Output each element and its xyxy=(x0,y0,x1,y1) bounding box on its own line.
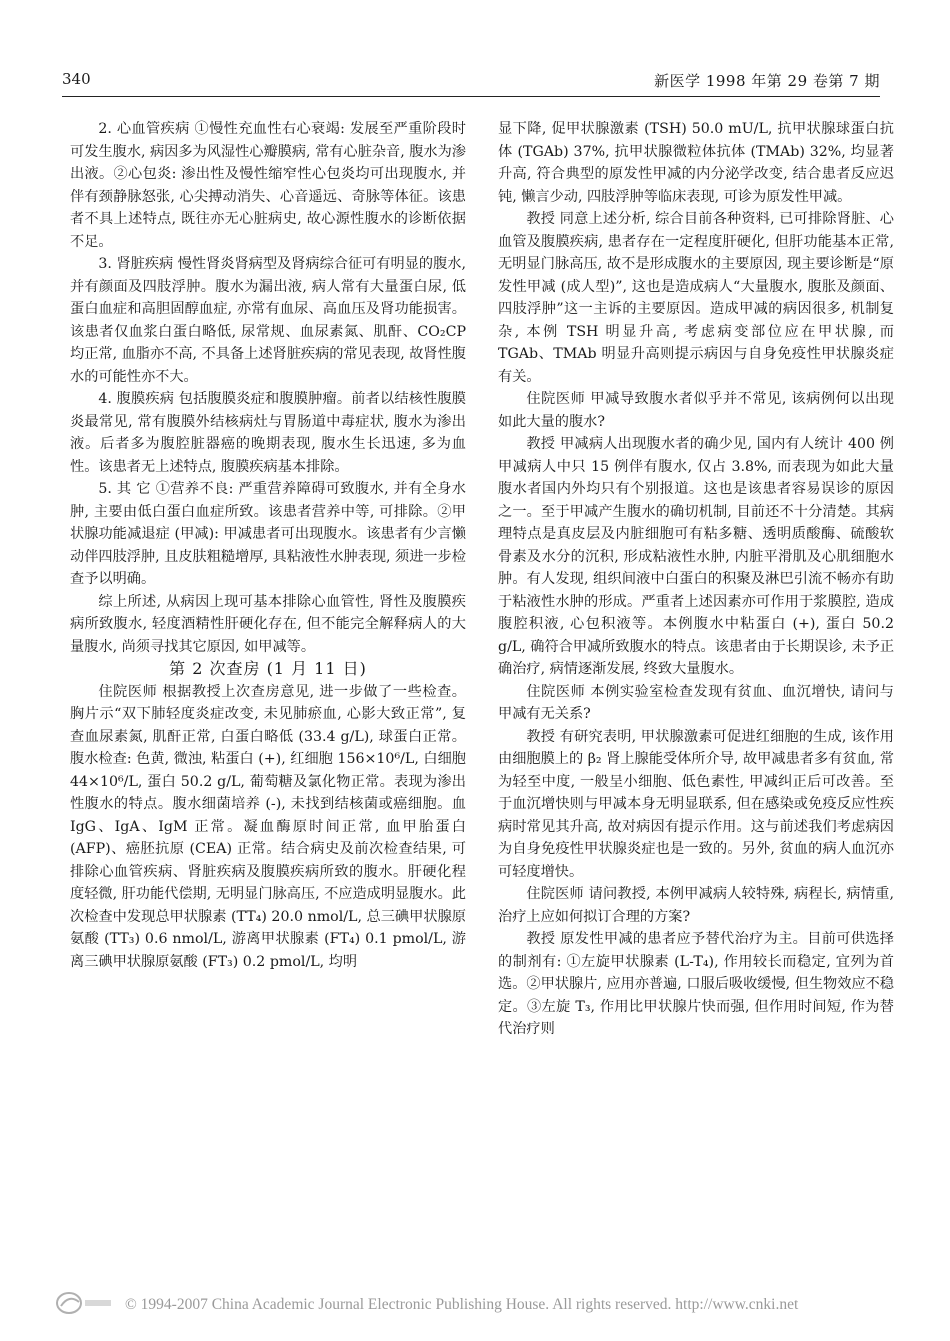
left-column xyxy=(70,118,466,973)
paragraph: 显下降, 促甲状腺激素 (TSH) 50.0 mU/L, 抗甲状腺球蛋白抗体 (TGAb) 37%, 抗甲状腺微粒体抗体 (TMAb) 32%, 均显著升高, 符合典型的原发性甲减的内分泌学改变, 结合患者反应迟钝, 懒言少动, 四肢浮肿等临床表现, 可诊为原发性甲减。 xyxy=(498,121,894,205)
section-title: 第 2 次查房 (1 月 11 日) xyxy=(169,659,367,678)
paragraph: 住院医师 本例实验室检查发现有贫血、血沉增快, 请问与甲减有无关系? xyxy=(498,683,894,722)
copyright-notice: © 1994-2007 China Academic Journal Electronic Publishing House. All rights reserved. http://www.cnki.net xyxy=(125,1296,799,1313)
paragraph: 住院医师 根据教授上次查房意见, 进一步做了一些检查。胸片示“双下肺轻度炎症改变, 未见肺瘀血, 心影大致正常”, 复查血尿素氮, 肌酐正常, 白蛋白略低 (33.4 g/L), 球蛋白正常。腹水检查: 色黄, 微浊, 粘蛋白 (+), 红细胞 156×10⁶/L, 白细胞 44×10⁶/L, 蛋白 50.2 g/L, 葡萄糖及氯化物正常。表现为渗出性腹水的特点。腹水细菌培养 (-), 未找到结核菌或癌细胞。血 IgG、IgA、IgM 正常。凝血酶原时间正常, 血甲胎蛋白 (AFP)、癌胚抗原 (CEA) 正常。结合病史及前次检查结果, 可排除心血管疾病、肾脏疾病及腹膜疾病所致的腹水。肝硬化程度轻微, 肝功能代偿期, 无明显门脉高压, 不应造成明显腹水。此次检查中发现总甲状腺素 (TT₄) 20.0 nmol/L, 总三碘甲状腺原氨酸 (TT₃) 0.6 nmol/L, 游离甲状腺素 (FT₄) 0.1 pmol/L, 游离三碘甲状腺原氨酸 (FT₃) 0.2 pmol/L, 均明 xyxy=(70,683,466,970)
paragraph: 5. 其 它 ①营养不良: 严重营养障碍可致腹水, 并有全身水肿, 主要由低白蛋白血症所致。该患者营养中等, 可排除。②甲状腺功能减退症 (甲减): 甲减患者可出现腹水。该患者有少言懒动伴四肢浮肿, 且皮肤粗糙增厚, 具粘液性水肿表现, 须进一步检查予以明确。 xyxy=(70,481,466,587)
paragraph: 教授 甲减病人出现腹水者的确少见, 国内有人统计 400 例甲减病人中只 15 例伴有腹水, 仅占 3.8%, 而表现为如此大量腹水者国内外均只有个别报道。这也是该患者容易误诊的原因之一。至于甲减产生腹水的确切机制, 目前还不十分清楚。其病理特点是真皮层及内脏细胞可有粘多糖、透明质酸酶、硫酸软骨素及水分的沉积, 形成粘液性水肿, 内脏平滑肌及心肌细胞水肿。有人发现, 组织间液中白蛋白的积聚及淋巴引流不畅亦有助于粘液性水肿的形成。严重者上述因素亦可作用于浆膜腔, 造成腹腔积液, 心包积液等。本例腹水中粘蛋白 (+), 蛋白 50.2 g/L, 确符合甲减所致腹水的特点。该患者由于长期误诊, 未予正确治疗, 病情逐渐发展, 终致大量腹水。 xyxy=(498,436,895,677)
paragraph: 4. 腹膜疾病 包括腹膜炎症和腹膜肿瘤。前者以结核性腹膜炎最常见, 常有腹膜外结核病灶与胃肠道中毒症状, 腹水为渗出液。后者多为腹腔脏器癌的晚期表现, 腹水生长迅速, 多为血性。该患者无上述特点, 腹膜疾病基本排除。 xyxy=(70,391,466,475)
page-footer xyxy=(55,1288,930,1328)
journal-citation: 新医学 1998 年第 29 卷第 7 期 xyxy=(654,72,880,90)
paragraph: 住院医师 甲减导致腹水者似乎并不常见, 该病例何以出现如此大量的腹水? xyxy=(498,391,894,430)
paragraph: 教授 原发性甲减的患者应予替代治疗为主。目前可供选择的制剂有: ①左旋甲状腺素 (L-T₄), 作用较长而稳定, 宜列为首选。②甲状腺片, 应用亦普遍, 口服后吸收缓慢, 但生物效应不稳定。③左旋 T₃, 作用比甲状腺片快而强, 但作用时间短, 作为替代治疗则 xyxy=(498,931,894,1037)
paragraph: 2. 心血管疾病 ①慢性充血性右心衰竭: 发展至严重阶段时可发生腹水, 病因多为风湿性心瓣膜病, 常有心脏杂音, 腹水为渗出液。②心包炎: 渗出性及慢性缩窄性心包炎均可出现腹水, 并伴有颈静脉怒张, 心尖搏动消失、心音遥远、奇脉等体征。该患者不具上述特点, 既往亦无心脏病史, 故心源性腹水的诊断依据不足。 xyxy=(70,121,466,250)
paragraph: 综上所述, 从病因上现可基本排除心血管性, 肾性及腹膜疾病所致腹水, 轻度酒精性肝硬化存在, 但不能完全解释病人的大量腹水, 尚须寻找其它原因, 如甲减等。 xyxy=(70,593,466,655)
page-header xyxy=(62,66,880,97)
paragraph: 3. 肾脏疾病 慢性肾炎肾病型及肾病综合征可有明显的腹水, 并有颜面及四肢浮肿。腹水为漏出液, 病人常有大量蛋白尿, 低蛋白血症和高胆固醇血症, 亦常有血尿、高血压及肾功能损害。该患者仅血浆白蛋白略低, 尿常规、血尿素氮、肌酐、CO₂CP 均正常, 血脂亦不高, 不具备上述肾脏疾病的常见表现, 故肾性腹水的可能性亦不大。 xyxy=(70,256,466,385)
right-column xyxy=(498,118,894,1041)
page-number: 340 xyxy=(62,70,91,88)
paragraph: 教授 同意上述分析, 综合目前各种资料, 已可排除肾脏、心血管及腹膜疾病, 患者存在一定程度肝硬化, 但肝功能基本正常, 无明显门脉高压, 故不是形成腹水的主要原因, 现主要诊断是“原发性甲减 (成人型)”, 这也是造成病人“大量腹水, 腹胀及颜面、四肢浮肿”这一主诉的主要原因。造成甲减的病因很多, 机制复杂, 本例 TSH 明显升高, 考虑病变部位应在甲状腺, 而 TGAb、TMAb 明显升高则提示病因与自身免疫性甲状腺炎症有关。 xyxy=(498,211,894,385)
paragraph: 教授 有研究表明, 甲状腺激素可促进红细胞的生成, 该作用由细胞膜上的 β₂ 肾上腺能受体所介导, 故甲减患者多有贫血, 常为轻至中度, 一般呈小细胞、低色素性, 甲减纠正后可改善。至于血沉增快则与甲减本身无明显联系, 但在感染或免疫反应性疾病时常见其升高, 故对病因有提示作用。这与前述我们考虑病因为自身免疫性甲状腺炎症也是一致的。另外, 贫血的病人血沉亦可轻度增快。 xyxy=(498,728,894,880)
cnki-logo-icon xyxy=(55,1288,115,1318)
paragraph: 住院医师 请问教授, 本例甲减病人较特殊, 病程长, 病情重, 治疗上应如何拟订合理的方案? xyxy=(498,886,894,925)
